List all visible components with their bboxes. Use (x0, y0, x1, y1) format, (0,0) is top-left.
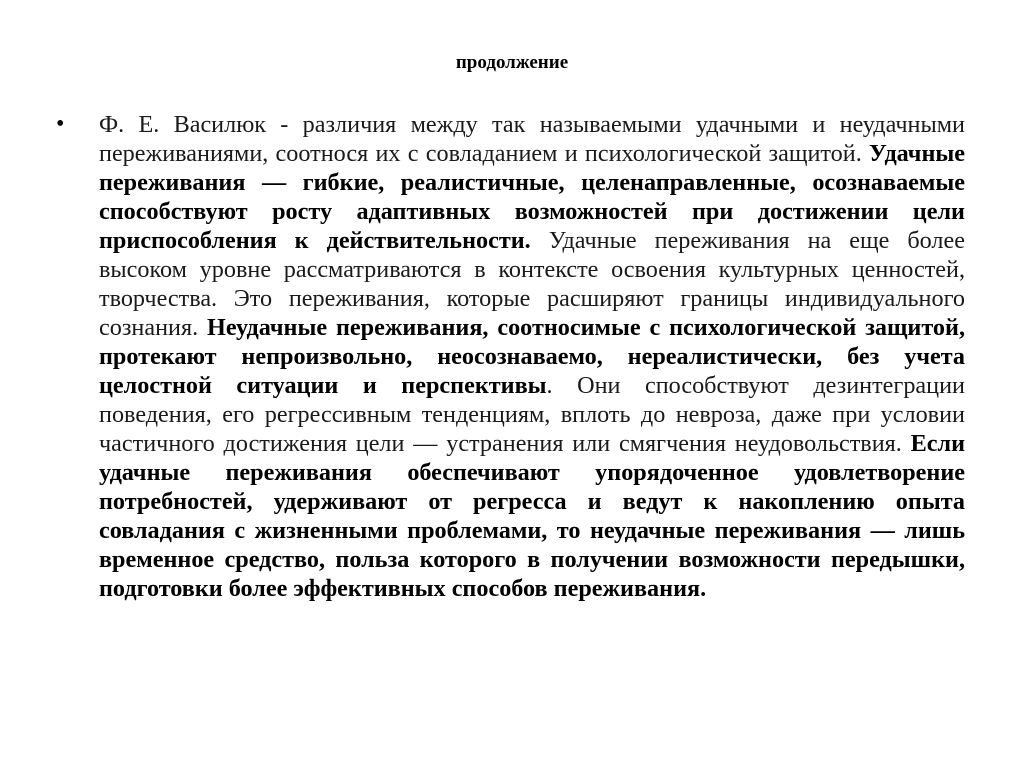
text-segment-4-bold: Неудачные переживания, соотносимые с психологической защитой, протекают непроизвольно, неосознаваемо, нереалистически, без учета целостной ситуации и перспективы (99, 314, 966, 399)
bullet-marker: • (56, 111, 65, 137)
text-segment-5: . Они способствуют дезинтеграции поведения, его регрессивным тенденциям, вплоть до невроза, даже при условии частичного достижения цели — устранения или смягчения неудовольствия. (99, 372, 965, 457)
bullet-paragraph (99, 110, 965, 603)
slide-title: продолжение (455, 52, 569, 73)
text-segment-2-bold: Удачные переживания — гибкие, реалистичные, целенаправленные, осознаваемые способствуют росту адаптивных возможностей при достижении цели приспособления к действительности. (99, 140, 965, 254)
text-segment-3: Удачные переживания на еще более высоком уровне рассматриваются в контексте освоения культурных ценностей, творчества. Это переживания, которые расширяют границы индивидуального сознания. (99, 227, 965, 341)
text-segment-6-bold: Если удачные переживания обеспечивают упорядоченное удовлетворение потребностей, удерживают от регресса и ведут к накоплению опыта совладания с жизненными проблемами, то неудачные переживания — лишь временное средство, польза которого в получении возможности передышки, подготовки более эффективных способов переживания. (99, 430, 965, 602)
text-segment-1: Ф. Е. Василюк - различия между так называемыми удачными и неудачными переживаниями, соотнося их с совладанием и психологической защитой. (99, 111, 965, 167)
